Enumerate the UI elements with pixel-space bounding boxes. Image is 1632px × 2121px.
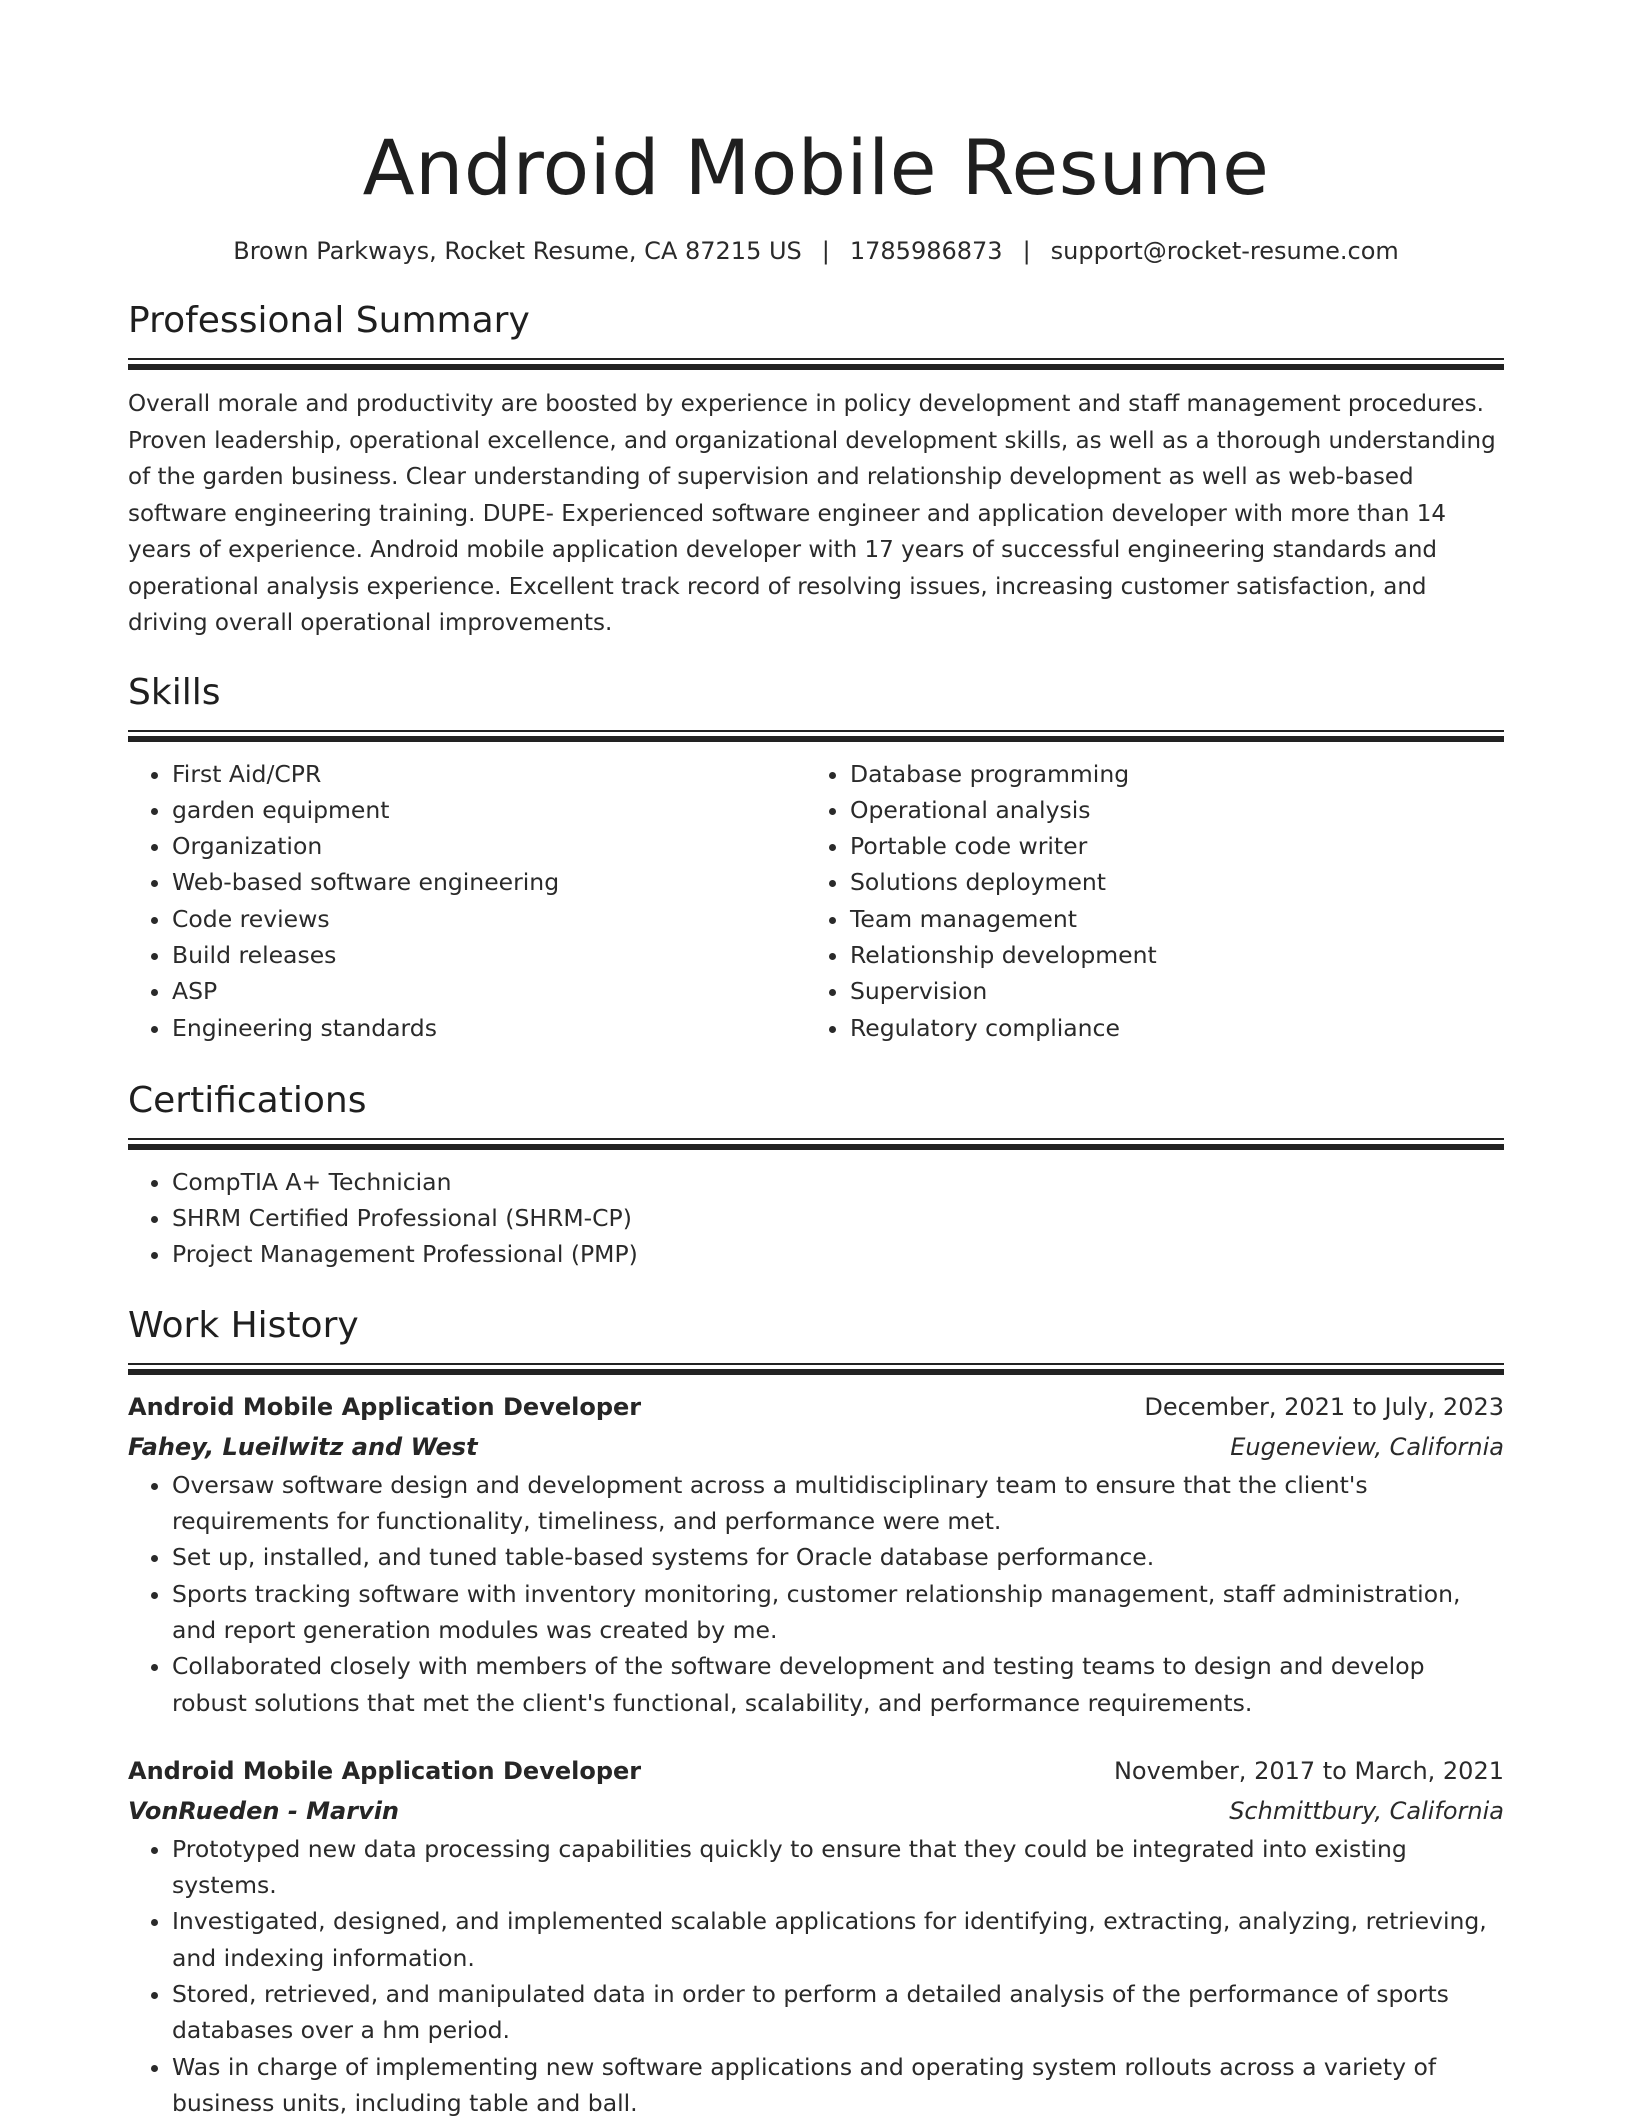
skill-item: • Web-based software engineering [172, 864, 806, 900]
skill-item: • garden equipment [172, 792, 806, 828]
job-bullet: • Set up, installed, and tuned table-based systems for Oracle database performance. [172, 1539, 1504, 1575]
skill-item: • Regulatory compliance [850, 1010, 1484, 1046]
certifications-section [128, 1078, 1504, 1273]
job-location: Eugeneview, California [1230, 1432, 1504, 1461]
section-divider [128, 1363, 1504, 1373]
contact-separator: | [821, 237, 830, 265]
certifications-list [128, 1164, 1504, 1273]
job-company: Fahey, Lueilwitz and West [128, 1432, 478, 1461]
job-bullets [128, 1831, 1504, 2121]
skills-right-list [806, 756, 1484, 1046]
job-header-row [128, 1751, 1504, 1791]
summary-section [128, 298, 1504, 642]
resume-title: Android Mobile Resume [362, 123, 1270, 212]
contact-address: Brown Parkways, Rocket Resume, CA 87215 US [233, 237, 802, 265]
contact-line [128, 234, 1504, 268]
contact-separator: | [1022, 237, 1031, 265]
skill-item: • Supervision [850, 973, 1484, 1009]
skill-item: • First Aid/CPR [172, 756, 806, 792]
job-dates: December, 2021 to July, 2023 [1144, 1392, 1504, 1421]
certification-item: • SHRM Certified Professional (SHRM-CP) [172, 1200, 1504, 1236]
job-bullet: • Oversaw software design and development across a multidisciplinary team to ensure that the client's requirements for functionality, timeliness, and performance were met. [172, 1467, 1504, 1540]
work-history-heading: Work History [128, 1304, 359, 1346]
skill-item: • Code reviews [172, 901, 806, 937]
skill-item: • Operational analysis [850, 792, 1484, 828]
skill-item: • ASP [172, 973, 806, 1009]
summary-text: Overall morale and productivity are boosted by experience in policy development and staff management procedures. Proven leadership, operational excellence, and organizational development skills, as well as a thorough understanding of the garden business. Clear understanding of supervision and relationship development as well as web-based software engineering training. DUPE- Experienced software engineer and application developer with more than 14 years of experience. Android mobile application developer with 17 years of successful engineering standards and operational analysis experience. Excellent track record of resolving issues, increasing customer satisfaction, and driving overall operational improvements. [128, 391, 1496, 636]
skill-item: • Portable code writer [850, 828, 1484, 864]
job-entry [128, 1751, 1504, 2121]
job-bullet: • Investigated, designed, and implemented scalable applications for identifying, extracting, analyzing, retrieving, and indexing information. [172, 1903, 1504, 1976]
skill-item: • Relationship development [850, 937, 1484, 973]
certifications-heading: Certifications [128, 1079, 367, 1121]
job-company-row [128, 1791, 1504, 1831]
skills-left-list [128, 756, 806, 1046]
resume-page [128, 0, 1504, 2121]
skills-left-column [128, 756, 806, 1046]
skill-item: • Organization [172, 828, 806, 864]
job-company-row [128, 1427, 1504, 1467]
certification-item: • CompTIA A+ Technician [172, 1164, 1504, 1200]
job-title: Android Mobile Application Developer [128, 1756, 642, 1785]
summary-heading: Professional Summary [128, 300, 530, 341]
skill-item: • Build releases [172, 937, 806, 973]
section-divider [128, 730, 1504, 740]
skills-section [128, 670, 1504, 1046]
job-bullet: • Stored, retrieved, and manipulated data in order to perform a detailed analysis of the performance of sports databases over a hm period. [172, 1976, 1504, 2049]
job-header-row [128, 1387, 1504, 1427]
job-bullet: • Collaborated closely with members of the software development and testing teams to design and develop robust solutions that met the client's functional, scalability, and performance requirements. [172, 1648, 1504, 1721]
contact-phone: 1785986873 [849, 237, 1003, 265]
work-history-section [128, 1303, 1504, 2121]
skill-item: • Database programming [850, 756, 1484, 792]
contact-email[interactable]: support@rocket-resume.com [1050, 237, 1399, 265]
job-bullet: • Was in charge of implementing new software applications and operating system rollouts across a variety of business units, including table and ball. [172, 2049, 1504, 2121]
job-location: Schmittbury, California [1229, 1796, 1504, 1825]
job-title: Android Mobile Application Developer [128, 1392, 642, 1421]
skill-item: • Team management [850, 901, 1484, 937]
skills-heading: Skills [128, 671, 221, 713]
certification-item: • Project Management Professional (PMP) [172, 1236, 1504, 1272]
skill-item: • Solutions deployment [850, 864, 1484, 900]
section-divider [128, 358, 1504, 368]
job-bullet: • Prototyped new data processing capabilities quickly to ensure that they could be integrated into existing systems. [172, 1831, 1504, 1904]
skills-columns [128, 756, 1504, 1046]
section-divider [128, 1138, 1504, 1148]
skills-right-column [806, 756, 1484, 1046]
skill-item: • Engineering standards [172, 1010, 806, 1046]
job-bullets [128, 1467, 1504, 1721]
job-company: VonRueden - Marvin [128, 1796, 400, 1825]
job-entry [128, 1387, 1504, 1721]
job-dates: November, 2017 to March, 2021 [1113, 1756, 1504, 1785]
job-bullet: • Sports tracking software with inventory monitoring, customer relationship management, staff administration, and report generation modules was created by me. [172, 1576, 1504, 1649]
